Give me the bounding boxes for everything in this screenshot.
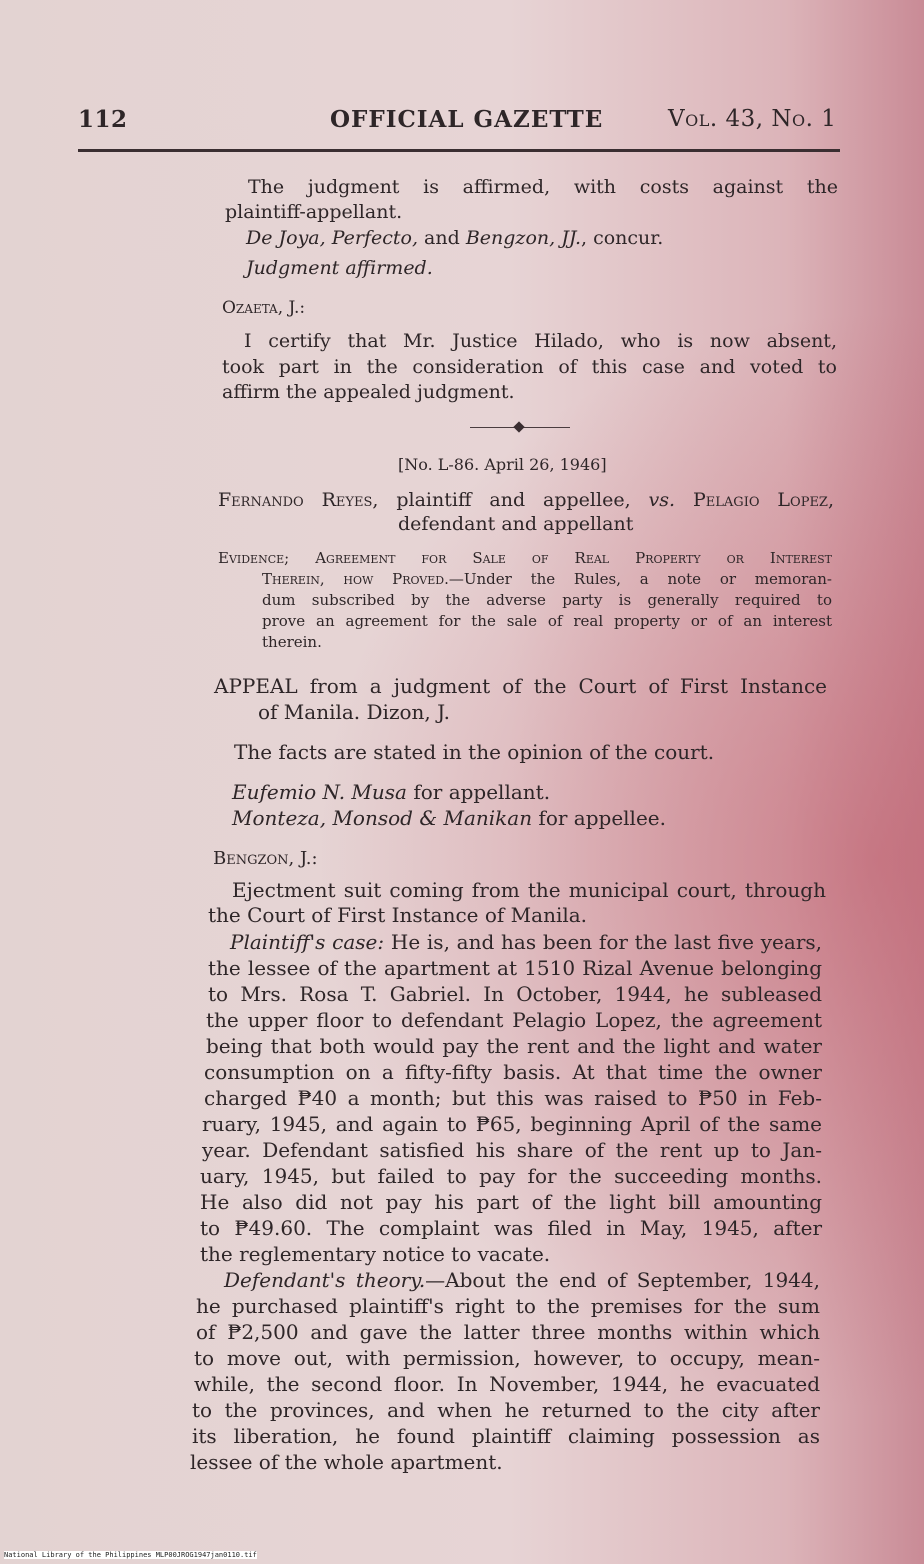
paragraph-lead: Defendant's theory. [224,1268,426,1292]
counsel-appellee [232,806,666,831]
syllabus-line [262,569,832,590]
text-line: while, the second floor. In November, 1944, he evacuated [194,1372,820,1396]
paragraph-lead: Plaintiff's case: [230,930,385,954]
text-line: lessee of the whole apartment. [190,1450,503,1474]
versus: vs. [648,489,676,511]
volume-issue: Vol. 43, No. 1 [668,106,837,132]
text-line: I certify that Mr. Justice Hilado, who is now absent, [244,330,837,352]
syllabus-text: —Under the Rules, a note or memoran- [448,570,832,588]
text-line: the reglementary notice to vacate. [200,1242,551,1266]
text-line [230,930,822,955]
text-fragment: —About the end of September, 1944, [425,1268,820,1292]
syllabus-heading: Evidence; Agreement for Sale of Real Property or Interest [218,549,832,567]
text-line: uary, 1945, but failed to pay for the succeeding months. [200,1164,822,1188]
case-number: [No. L-86. April 26, 1946] [398,455,607,474]
defendant-name: Pelagio Lopez [693,489,828,511]
text-line: the upper floor to defendant Pelagio Lopez, the agreement [206,1008,822,1032]
syllabus-line: dum subscribed by the adverse party is generally required to [262,591,832,609]
syllabus-line: therein. [262,633,322,651]
counsel-appellant [232,780,550,805]
facts-statement: The facts are stated in the opinion of the court. [234,740,715,764]
counsel-role: for appellant. [406,780,551,804]
counsel-name: Monteza, Monsod & Manikan [232,806,533,830]
section-divider-ornament [470,425,572,431]
plaintiff-name: Fernando Reyes [218,489,373,511]
text-line: the lessee of the apartment at 1510 Rizal Avenue belonging [208,956,822,980]
counsel-role: for appellee. [532,806,666,830]
text-fragment: , [827,489,835,511]
case-parties [218,488,834,513]
text-line: charged ₱40 a month; but this was raised to ₱50 in Feb- [204,1086,822,1110]
text-fragment [675,489,693,511]
text-line: Ejectment suit coming from the municipal court, through [232,878,826,902]
text-line: He also did not pay his part of the light bill amounting [200,1190,822,1214]
text-line: year. Defendant satisfied his share of the rent up to Jan- [202,1138,822,1162]
concurring-justice: Bengzon, JJ. [465,227,581,249]
text-fragment: He is, and has been for the last five years, [384,930,822,954]
text-line: he purchased plaintiff's right to the premises for the sum [196,1294,820,1318]
text-line: its liberation, he found plaintiff claiming possession as [192,1424,820,1448]
text-line: to ₱49.60. The complaint was filed in May, 1945, after [200,1216,822,1240]
text-line [224,1268,820,1293]
page-number: 112 [78,106,128,133]
counsel-name: Eufemio N. Musa [232,780,407,804]
text-line: ruary, 1945, and again to ₱65, beginning April of the same [202,1112,822,1136]
syllabus-line: prove an agreement for the sale of real property or of an interest [262,612,832,630]
concurring-justices: De Joya, Perfecto, [246,227,419,249]
syllabus-heading-cont: Therein, how Proved. [262,570,449,588]
text-line: took part in the consideration of this case and voted to [222,356,837,378]
text-fragment: and [418,227,466,249]
text-fragment: , concur. [581,227,664,249]
text-line: affirm the appealed judgment. [222,381,515,403]
text-line: to move out, with permission, however, to occupy, mean- [194,1346,820,1370]
disposition: Judgment affirmed. [246,257,433,279]
scan-footer: National Library of the Philippines MLP00JROG1947jan0110.tif [4,1551,257,1559]
text-line: to Mrs. Rosa T. Gabriel. In October, 1944, he subleased [208,982,822,1006]
text-line: to the provinces, and when he returned to the city after [192,1398,820,1422]
text-line: consumption on a fifty-fifty basis. At that time the owner [204,1060,822,1084]
text-line: The judgment is affirmed, with costs against the [248,176,838,198]
text-fragment: , plaintiff and appellee, [372,489,649,511]
justice-name: Bengzon, J.: [213,848,318,869]
text-line: the Court of First Instance of Manila. [208,903,588,927]
case-parties-line2: defendant and appellant [398,513,634,535]
text-line: being that both would pay the rent and the light and water [206,1034,822,1058]
header-rule [78,149,840,152]
text-line: of ₱2,500 and gave the latter three months within which [196,1320,820,1344]
text-line: plaintiff-appellant. [225,201,403,223]
appeal-line: of Manila. Dizon, J. [258,700,450,724]
justice-name: Ozaeta, J.: [222,298,306,318]
concurrence-line [246,226,663,251]
appeal-line: APPEAL from a judgment of the Court of First Instance [214,674,827,698]
publication-title: OFFICIAL GAZETTE [330,106,604,133]
